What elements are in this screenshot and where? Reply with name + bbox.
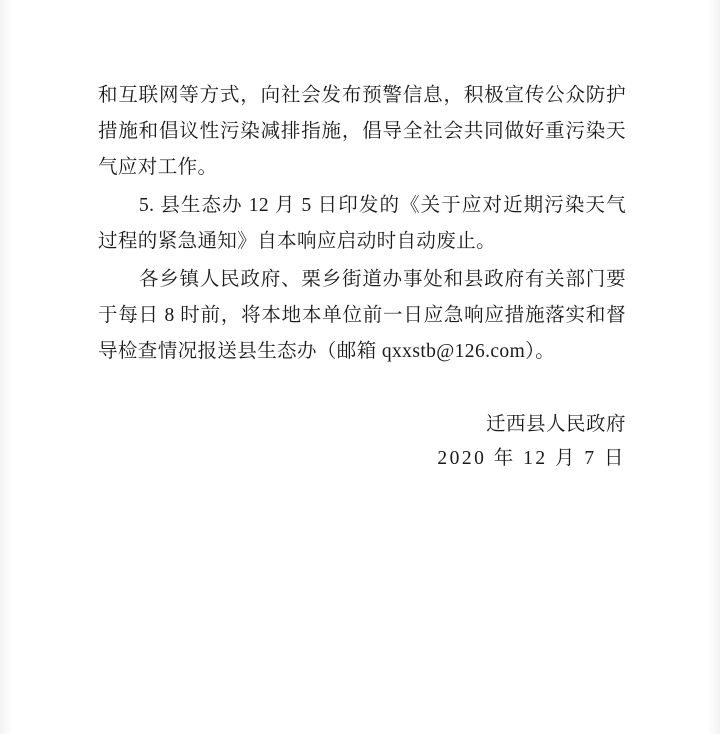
signature-date: 2020 年 12 月 7 日 [437,448,626,469]
paragraph-item-5: 5. 县生态办 12 月 5 日印发的《关于应对近期污染天气过程的紧急通知》自本响应启动时自动废止。 [98,195,626,252]
document-body [98,78,626,372]
paragraph-reporting-requirement: 各乡镇人民政府、栗乡街道办事处和县政府有关部门要于每日 8 时前，将本地本单位前一日应急响应措施落实和督导检查情况报送县生态办（邮箱 qxxstb@126.com）。 [98,269,626,362]
paragraph-continuation: 和互联网等方式，向社会发布预警信息，积极宣传公众防护措施和倡议性污染减排指施，倡导全社会共同做好重污染天气应对工作。 [98,85,626,178]
page-left-edge-shading [0,0,12,734]
signature-block [98,408,704,476]
page-right-edge-shading [708,0,720,734]
signature-issuer: 迁西县人民政府 [485,414,626,435]
